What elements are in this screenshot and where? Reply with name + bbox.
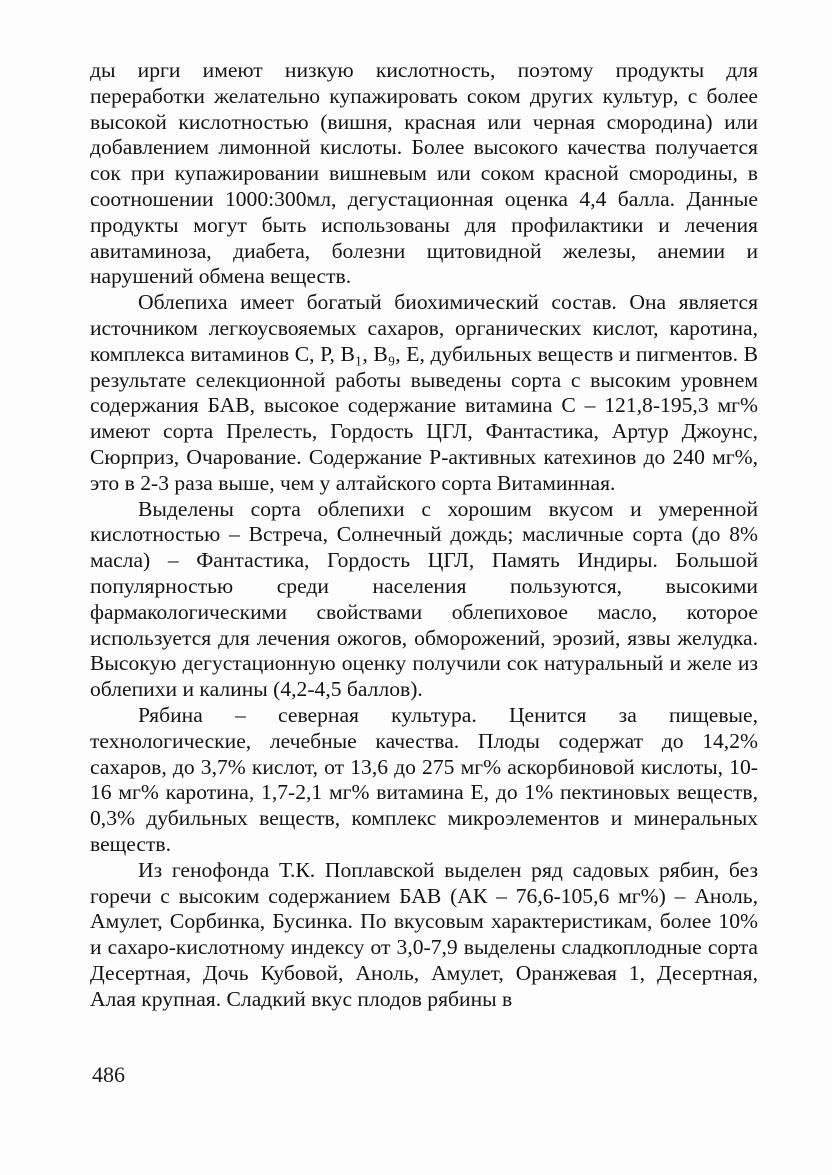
paragraph-3: Выделены сорта облепихи с хорошим вкусом и умеренной кислотностью – Встреча, Солнечный дождь; масличные сорта (до 8% масла) – Фантастика, Гордость ЦГЛ, Память Индиры. Большой популярностью среди населения пользуются, высокими фармакологическими свойствами облепиховое масло, которое используется для лечения ожогов, обморожений, эрозий, язвы желудка. Высокую дегустационную оценку получили сок натуральный и желе из облепихи и калины (4,2-4,5 баллов).	[90, 496, 758, 702]
body-text	[90, 58, 758, 1012]
paragraph-2: Облепиха имеет богатый биохимический состав. Она является источником легкоусвояемых сахаров, органических кислот, каротина, комплекса витаминов С, Р, В₁, В₉, Е, дубильных веществ и пигментов. В результате селекционной работы выведены сорта с высоким уровнем содержания БАВ, высокое содержание витамина С – 121,8-195,3 мг% имеют сорта Прелесть, Гордость ЦГЛ, Фантастика, Артур Джоунс, Сюрприз, Очарование. Содержание Р-активных катехинов до 240 мг%, это в 2-3 раза выше, чем у алтайского сорта Витаминная.	[90, 290, 758, 495]
page-number: 486	[92, 1062, 125, 1087]
paragraph-4: Рябина – северная культура. Ценится за пищевые, технологические, лечебные качества. Плоды содержат до 14,2% сахаров, до 3,7% кислот, от 13,6 до 275 мг% аскорбиновой кислоты, 10-16 мг% каротина, 1,7-2,1 мг% витамина Е, до 1% пектиновых веществ, 0,3% дубильных веществ, комплекс микроэлементов и минеральных веществ.	[90, 702, 758, 856]
paragraph-5: Из генофонда Т.К. Поплавской выделен ряд садовых рябин, без горечи с высоким содержанием БАВ (АК – 76,6-105,6 мг%) – Аноль, Амулет, Сорбинка, Бусинка. По вкусовым характеристикам, более 10% и сахаро-кислотному индексу от 3,0-7,9 выделены сладкоплодные сорта Десертная, Дочь Кубовой, Аноль, Амулет, Оранжевая 1, Десертная, Алая крупная. Сладкий вкус плодов рябины в	[90, 857, 758, 1011]
paragraph-1: ды ирги имеют низкую кислотность, поэтому продукты для переработки желательно купажировать соком других культур, с более высокой кислотностью (вишня, красная или черная смородина) или добавлением лимонной кислоты. Более высокого качества получается сок при купажировании вишневым или соком красной смородины, в соотношении 1000:300мл, дегустационная оценка 4,4 балла. Данные продукты могут быть использованы для профилактики и лечения авитаминоза, диабета, болезни щитовидной железы, анемии и нарушений обмена веществ.	[90, 58, 758, 289]
